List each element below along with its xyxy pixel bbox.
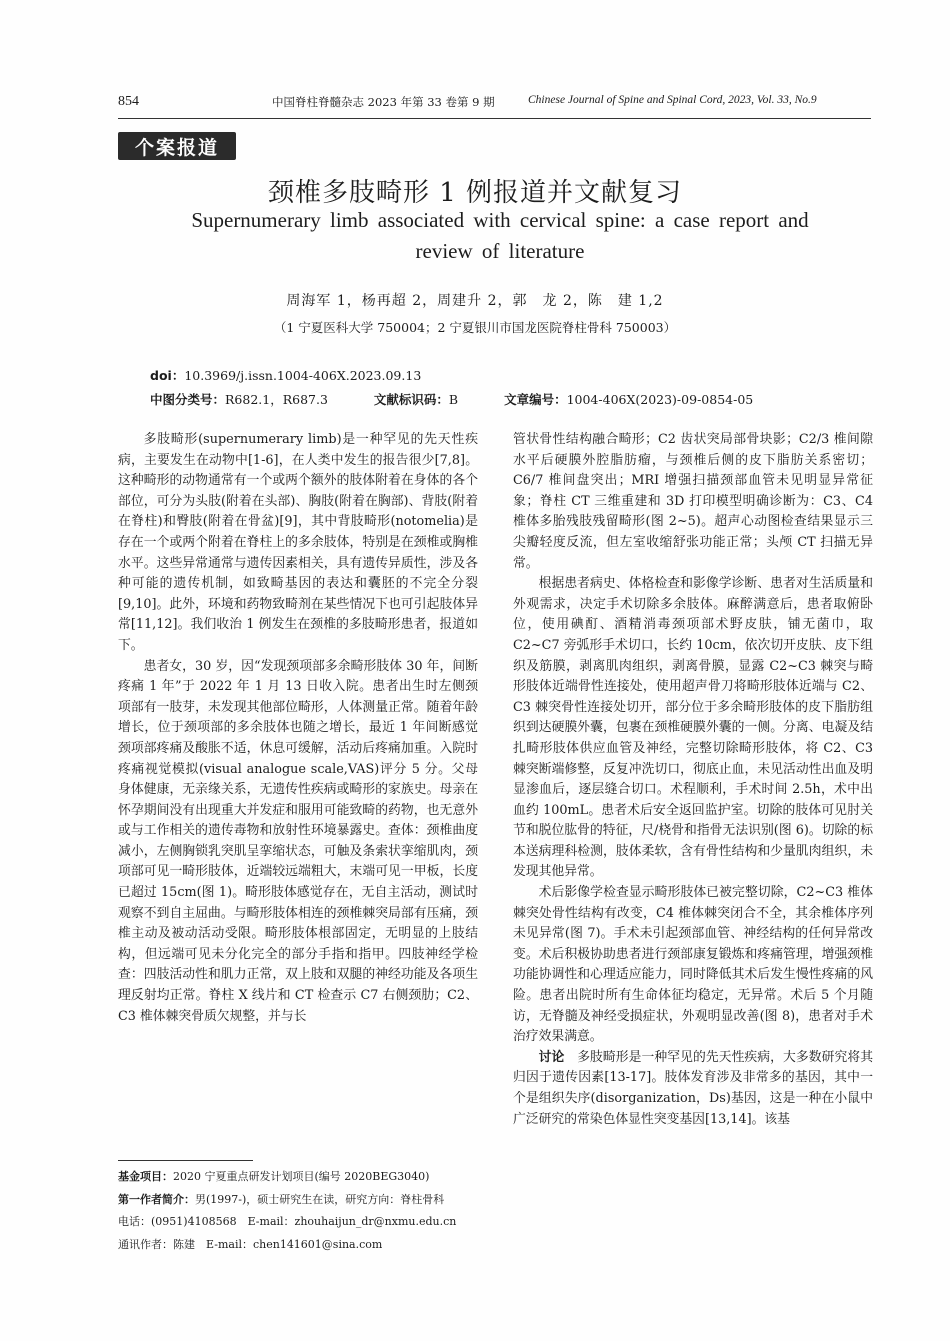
footnote-divider	[118, 1160, 253, 1161]
paragraph-case: 患者女，30 岁，因“发现颈项部多余畸形肢体 30 年，间断疼痛 1 年”于 2022 年 1 月 13 日收入院。患者出生时左侧颈项部有一肢芽，未发现其他部位畸形，人体测量正常。随着年龄增长，位于颈项部的多余肢体也随之增长，最近 1 年间断感觉颈项部疼痛及酸胀不适，休息可缓解，活动后疼痛加重。入院时疼痛视觉模拟(visual analogue scale,VAS)评分 5 分。父母身体健康，无亲缘关系，无遗传性疾病或畸形的家族史。母亲在怀孕期间没有出现重大并发症和服用可能致畸的药物，也无意外或与工作相关的遗传毒物和放射性环境暴露史。查体：颈椎曲度减小，左侧胸锁乳突肌呈挛缩状态，可触及条索状挛缩肌肉，颈项部可见一畸形肢体，近端较远端粗大，末端可见一甲板，长度已超过 15cm(图 1)。畸形肢体感觉存在，无自主活动，测试时观察不到自主屈曲。与畸形肢体相连的颈椎棘突局部有压痛，颈椎主动及被动活动受限。畸形肢体根部固定，无明显的上肢结构，但远端可见未分化完全的部分手指和指甲。四肢神经学检查：四肢活动性和肌力正常，双上肢和双腿的神经功能及各项生理反射均正常。脊柱 X 线片和 CT 检查示 C7 右侧颈肋；C2、C3 椎体棘突骨质欠规整，并与长	[118, 658, 478, 1024]
clc-label: 中图分类号：	[150, 392, 226, 407]
author-list: 周海军 1，杨再超 2，周建升 2，郭 龙 2，陈 建 1,2	[286, 293, 664, 309]
header-divider	[118, 118, 871, 119]
journal-title-en: Chinese Journal of Spine and Spinal Cord, 2023, Vol. 33, No.9	[528, 94, 817, 106]
paragraph-surgery: 根据患者病史、体格检查和影像学诊断、患者对生活质量和外观需求，决定手术切除多余肢体。麻醉满意后，患者取俯卧位，使用碘酊、酒精消毒颈项部术野皮肤，铺无菌巾，取 C2~C7 旁弧形手术切口，长约 10cm，依次切开皮肤、皮下组织及筋膜，剥离肌肉组织，剥离骨膜，显露 C2~C3 棘突与畸形肢体近端骨性连接处，使用超声骨刀将畸形肢体近端与 C2、C3 棘突骨性连接处切开，部分位于多余畸形肢体的皮下脂肪组织到达硬膜外囊，包裹在颈椎硬膜外囊的一侧。分离、电凝及结扎畸形肢体供应血管及神经，完整切除畸形肢体，将 C2、C3 棘突断端修整，反复冲洗切口，彻底止血，未见活动性出血及明显渗血后，逐层缝合切口。术程顺利，手术时间 2.5h，术中出血约 100mL。患者术后安全返回监护室。切除的肢体可见肘关节和脱位肱骨的特征，尺/桡骨和指骨无法识别(图 6)。切除的标本送病理科检测，肢体柔软，含有骨性结构和少量肌肉组织，未发现其他异常。	[513, 576, 873, 880]
section-tag: 个案报道	[118, 132, 236, 160]
paragraph-discussion	[513, 1048, 873, 1130]
article-title-en: Supernumerary limb associated with cervical spine: a case report and review of literature	[191, 208, 809, 263]
page-number: 854	[118, 94, 139, 109]
paragraph-postop: 术后影像学检查显示畸形肢体已被完整切除，C2~C3 椎体棘突处骨性结构有改变，C4 椎体棘突闭合不全，其余椎体序列未见异常(图 7)。手术未引起颈部血管、神经结构的任何异常改变。术后积极协助患者进行颈部康复锻炼和疼痛管理，增强颈椎功能协调性和心理适应能力，同时降低其术后发生慢性疼痛的风险。患者出院时所有生命体征均稳定，无异常。术后 5 个月随访，无脊髓及神经受损症状，外观明显改善(图 8)，患者对手术治疗效果满意。	[513, 885, 873, 1045]
body-column-left	[118, 430, 478, 1027]
doi-label: doi：	[150, 368, 185, 383]
discussion-text: 多肢畸形是一种罕见的先天性疾病，大多数研究将其归因于遗传因素[13-17]。肢体发育涉及非常多的基因，其中一个是组织失序(disorganization，Ds)基因，这是一种在小鼠中广泛研究的常染色体显性突变基因[13,14]。该基	[513, 1049, 874, 1127]
fund-value: 2020 宁夏重点研发计划项目(编号 2020BEG3040)	[173, 1170, 430, 1183]
article-number-label: 文章编号：	[504, 392, 567, 407]
doccode-label: 文献标识码：	[373, 392, 449, 407]
doi-value[interactable]: 10.3969/j.issn.1004-406X.2023.09.13	[184, 368, 422, 383]
journal-title-cn: 中国脊柱脊髓杂志 2023 年第 33 卷第 9 期	[272, 95, 495, 109]
fund-label: 基金项目：	[118, 1170, 173, 1183]
paragraph-intro: 多肢畸形(supernumerary limb)是一种罕见的先天性疾病，主要发生在动物中[1-6]，在人类中发生的报告很少[7,8]。这种畸形的动物通常有一个或两个额外的肢体附着在身体的各个部位，可分为头肢(附着在头部)、胸肢(附着在胸部)、背肢(附着在脊柱)和臀肢(附着在骨盆)[9]，其中背肢畸形(notomelia)是存在一个或两个附着在脊柱上的多余肢体，特别是在颈椎或胸椎水平。这些异常通常与遗传因素相关，具有遗传异质性，涉及各种可能的遗传机制，如致畸基因的表达和囊胚的不完全分裂[9,10]。此外，环境和药物致畸剂在某些情况下也可引起肢体异常[11,12]。我们收治 1 例发生在颈椎的多肢畸形患者，报道如下。	[118, 432, 478, 653]
doccode-value: B	[448, 392, 459, 407]
first-author-label: 第一作者简介：	[118, 1193, 195, 1206]
footnote-contact: 电话：(0951)4108568 E-mail：zhouhaijun_dr@nxmu.edu.cn	[118, 1215, 457, 1228]
footnote-corresponding: 通讯作者：陈建 E-mail：chen141601@sina.com	[118, 1238, 383, 1251]
discussion-label: 讨论	[538, 1049, 565, 1065]
footnote-fund	[118, 1168, 429, 1184]
article-title-cn: 颈椎多肢畸形 1 例报道并文献复习	[267, 178, 683, 208]
article-number-value: 1004-406X(2023)-09-0854-05	[566, 392, 754, 407]
first-author-value: 男(1997-)，硕士研究生在读，研究方向：脊柱骨科	[195, 1193, 445, 1206]
paragraph-imaging: 管状骨性结构融合畸形；C2 齿状突局部骨块影；C2/3 椎间隙水平后硬膜外腔脂肪瘤，与颈椎后侧的皮下脂肪关系密切；C6/7 椎间盘突出；MRI 增强扫描颈部血管未见明显异常征象；脊柱 CT 三维重建和 3D 打印模型明确诊断为：C3、C4 椎体多胎残肢残留畸形(图 2~5)。超声心动图检查结果显示三尖瓣轻度反流，但左室收缩舒张功能正常；头颅 CT 扫描无异常。	[513, 432, 873, 571]
clc-value: R682.1，R687.3	[225, 392, 328, 407]
body-column-right	[513, 430, 873, 1130]
classification-line	[150, 390, 753, 408]
footnote-first-author	[118, 1191, 444, 1207]
doi-line	[150, 366, 421, 384]
affiliation: （1 宁夏医科大学 750004；2 宁夏银川市国龙医院脊柱骨科 750003）	[273, 320, 677, 335]
